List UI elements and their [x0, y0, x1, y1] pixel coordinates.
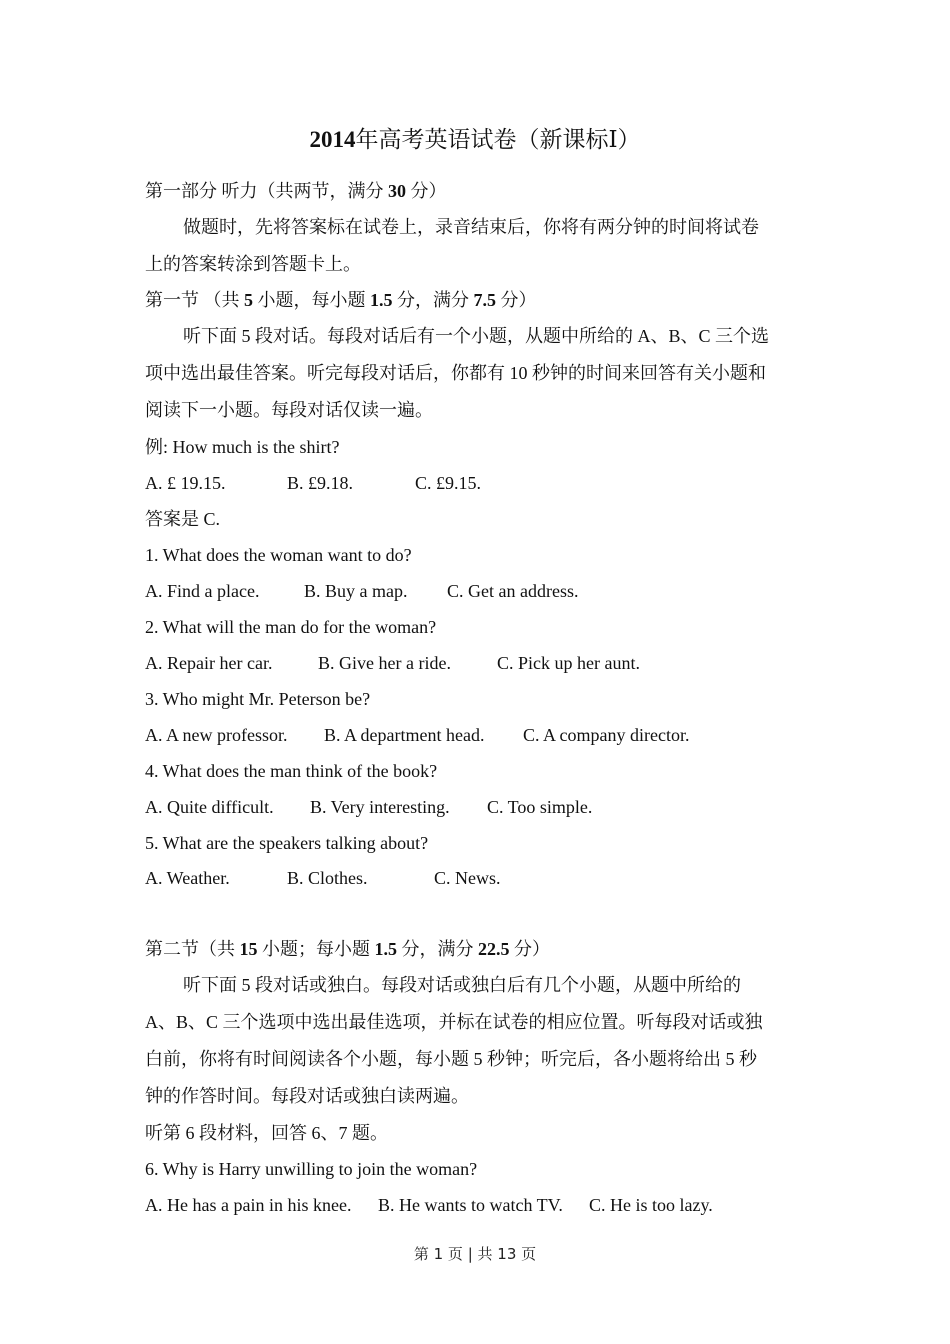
option-c: C. A company director. — [523, 725, 690, 745]
section1-heading-b: 小题，每小题 — [253, 290, 370, 310]
section2-count: 15 — [239, 939, 258, 959]
part1-points: 30 — [388, 181, 406, 201]
section1-heading-c: 分，满分 — [392, 290, 474, 310]
example-options — [145, 465, 481, 501]
option-a: A. Find a place. — [145, 581, 260, 601]
section2-total-points: 22.5 — [478, 939, 510, 959]
option-b: B. Clothes. — [287, 868, 368, 888]
part1-heading-end: 分） — [406, 181, 447, 201]
example-question: 例: How much is the shirt? — [145, 437, 340, 457]
option-b: B. He wants to watch TV. — [378, 1195, 563, 1215]
section2-each-points: 1.5 — [374, 939, 397, 959]
option-b: B. Give her a ride. — [318, 653, 451, 673]
question-1-options — [145, 573, 578, 609]
question-4-options — [145, 789, 592, 825]
option-c: C. He is too lazy. — [589, 1195, 713, 1215]
section2-heading-c: 分，满分 — [397, 939, 478, 959]
section1-instr-line3: 阅读下一小题。每段对话仅读一遍。 — [145, 400, 433, 420]
question-3: 3. Who might Mr. Peterson be? — [145, 689, 371, 709]
option-a: A. He has a pain in his knee. — [145, 1195, 352, 1215]
question-4: 4. What does the man think of the book? — [145, 761, 438, 781]
title-year: 2014 — [309, 127, 356, 152]
section2-instr-line4: 钟的作答时间。每段对话或独白读两遍。 — [145, 1086, 469, 1106]
option-c: C. Get an address. — [447, 581, 579, 601]
option-a: A. £ 19.15. — [145, 473, 226, 493]
exam-title — [0, 122, 950, 158]
section2-heading-d: 分） — [509, 939, 550, 959]
question-5: 5. What are the speakers talking about? — [145, 833, 429, 853]
option-b: B. A department head. — [324, 725, 485, 745]
section1-instr-line1: 听下面 5 段对话。每段对话后有一个小题，从题中所给的 A、B、C 三个选 — [183, 326, 770, 346]
example-answer: 答案是 C. — [145, 509, 221, 529]
section2-heading — [145, 931, 550, 967]
part1-heading — [145, 173, 447, 209]
section2-instr-line2: A、B、C 三个选项中选出最佳选项，并标在试卷的相应位置。听每段对话或独 — [145, 1012, 763, 1032]
option-b: B. Buy a map. — [304, 581, 408, 601]
option-c: C. Too simple. — [487, 797, 593, 817]
section1-instr-line2: 项中选出最佳答案。听完每段对话后，你都有 10 秒钟的时间来回答有关小题和 — [145, 363, 766, 383]
page-footer: 第 1 页 | 共 13 页 — [413, 1245, 537, 1263]
question-6: 6. Why is Harry unwilling to join the woman? — [145, 1159, 478, 1179]
option-c: C. £9.15. — [415, 473, 482, 493]
option-a: A. A new professor. — [145, 725, 288, 745]
part1-heading-text: 第一部分 听力（共两节，满分 — [145, 181, 388, 201]
section1-each-points: 1.5 — [370, 290, 393, 310]
part1-intro-line2: 上的答案转涂到答题卡上。 — [145, 254, 361, 274]
option-c: C. News. — [434, 868, 501, 888]
section2-heading-b: 小题；每小题 — [257, 939, 375, 959]
section2-instr-line3: 白前，你将有时间阅读各个小题，每小题 5 秒钟；听完后，各小题将给出 5 秒 — [145, 1049, 757, 1069]
section1-heading — [145, 282, 537, 318]
section1-total-points: 7.5 — [473, 290, 496, 310]
section2-heading-a: 第二节（共 — [145, 939, 240, 959]
option-b: B. £9.18. — [287, 473, 354, 493]
section1-count: 5 — [244, 290, 253, 310]
option-b: B. Very interesting. — [310, 797, 450, 817]
part1-intro-line1: 做题时，先将答案标在试卷上，录音结束后，你将有两分钟的时间将试卷 — [183, 217, 759, 237]
section1-heading-d: 分） — [496, 290, 537, 310]
question-1: 1. What does the woman want to do? — [145, 545, 412, 565]
material-note: 听第 6 段材料，回答 6、7 题。 — [145, 1123, 388, 1143]
option-c: C. Pick up her aunt. — [497, 653, 640, 673]
option-a: A. Repair her car. — [145, 653, 273, 673]
question-2-options — [145, 645, 640, 681]
section2-instr-line1: 听下面 5 段对话或独白。每段对话或独白后有几个小题，从题中所给的 — [183, 975, 741, 995]
question-5-options — [145, 860, 501, 896]
option-a: A. Quite difficult. — [145, 797, 274, 817]
option-a: A. Weather. — [145, 868, 230, 888]
question-2: 2. What will the man do for the woman? — [145, 617, 437, 637]
question-6-options — [145, 1187, 713, 1223]
question-3-options — [145, 717, 689, 753]
section1-heading-a: 第一节 （共 — [145, 290, 244, 310]
title-text: 年高考英语试卷（新课标Ⅰ） — [355, 127, 641, 152]
